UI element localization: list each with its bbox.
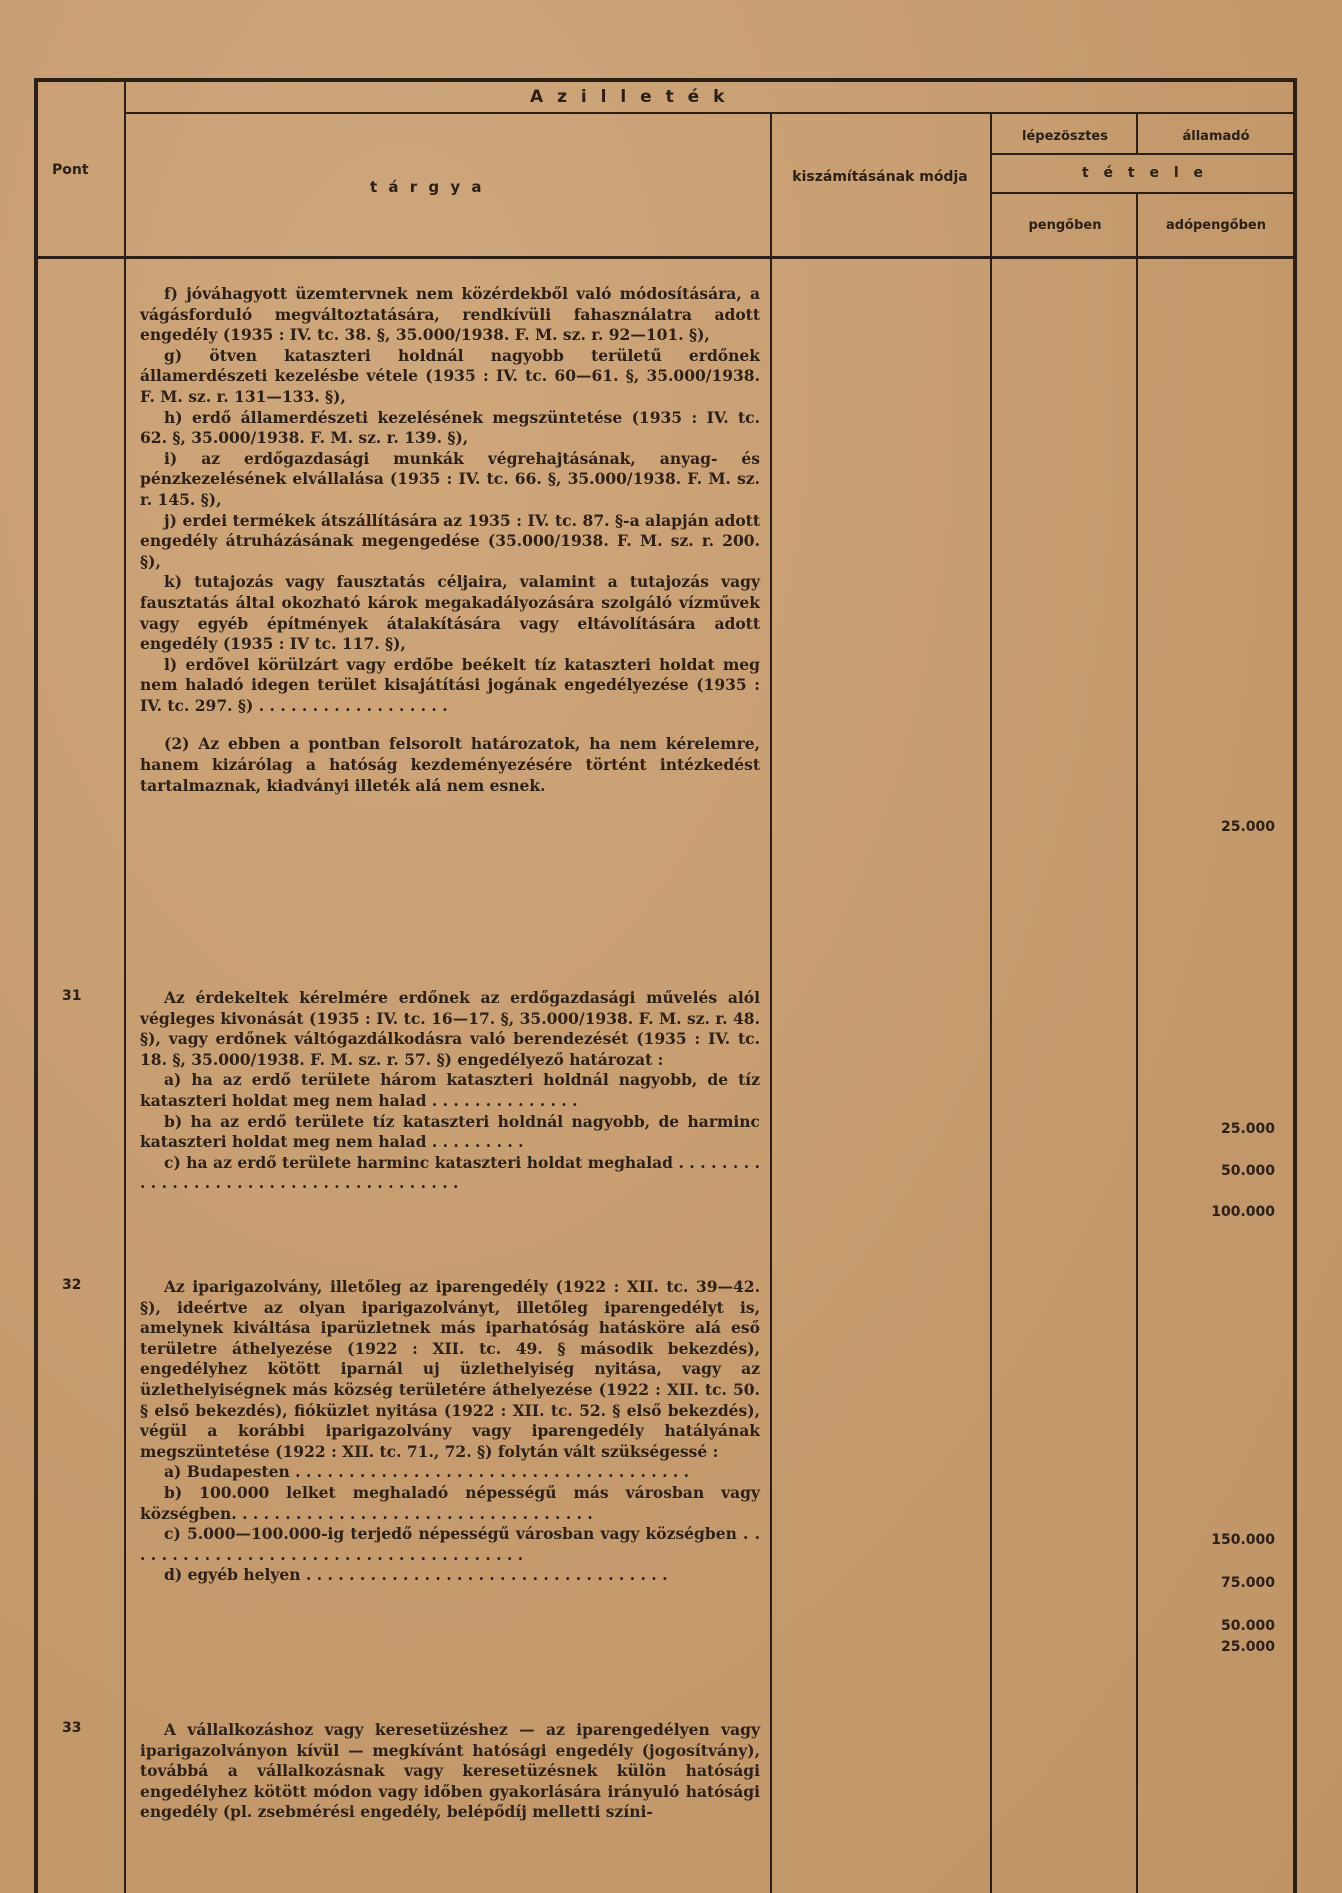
amount-item-l: 25.000 [1220, 819, 1275, 835]
subject-column-rule [770, 112, 772, 1893]
stamp-column-header: lépezösztes [1022, 129, 1108, 144]
method-column-rule [990, 112, 992, 1893]
table-left-border [34, 78, 38, 1893]
amount-item-d: 25.000 [1220, 1639, 1275, 1655]
item-g: g) ötven kataszteri holdnál nagyobb területű erdőnek államerdészeti kezelésbe vétele (1935 : IV. tc. 60—61. §, 35.000/1938. F. M. sz. r. 131—133. §), [140, 345, 760, 406]
stamp-header-rule [990, 153, 1296, 155]
amount-item-c: 100.000 [1211, 1204, 1275, 1220]
item-a: a) ha az erdő területe három kataszteri holdnál nagyobb, de tíz kataszteri holdat meg nem halad . . . . . . . . . . . . . . [140, 1070, 760, 1110]
section-31 [140, 988, 760, 1194]
point-number: 31 [62, 988, 82, 1004]
item-h: h) erdő államerdészeti kezelésének megszüntetése (1935 : IV. tc. 62. §, 35.000/1938. F. M. sz. r. 139. §), [140, 407, 760, 448]
point-number: 32 [62, 1277, 82, 1293]
amount-item-a: 150.000 [1211, 1532, 1275, 1548]
method-column-header: kiszámításának módja [792, 169, 968, 185]
header-bottom-border [34, 256, 1296, 259]
amount-item-b: 75.000 [1220, 1575, 1275, 1591]
point-column-rule [124, 80, 126, 1893]
table-right-border [1293, 78, 1297, 1893]
section-32 [140, 1277, 760, 1586]
amount-item-c: 50.000 [1220, 1618, 1275, 1634]
section-33 [140, 1720, 760, 1823]
table-top-border [34, 78, 1296, 82]
item-l: l) erdővel körülzárt vagy erdőbe beékelt tíz kataszteri holdat meg nem haladó idegen terület kisajátítási jogának engedélyezése (1935 : IV. tc. 297. §) . . . . . . . . . . . . . . . . . . [140, 654, 760, 715]
group-title: A z i l l e t é k [530, 87, 729, 107]
paragraph-2: (2) Az ebben a pontban felsorolt határozatok, ha nem kérelemre, hanem kizárólag a hatóság kezdeményezésére történt intézkedést tartalmaznak, kiadványi illeték alá nem esnek. [140, 734, 760, 795]
item-j: j) erdei termékek átszállítására az 1935 : IV. tc. 87. §-a alapján adott engedély átruházásának megengedése (35.000/1938. F. M. sz. r. 200. §), [140, 510, 760, 571]
section-31-intro: Az érdekeltek kérelmére erdőnek az erdőgazdasági művelés alól végleges kivonását (1935 : IV. tc. 16—17. §, 35.000/1938. F. M. sz. r. 48. §), vagy erdőnek váltógazdálkodásra való berendezését (1935 : IV. tc. 18. §, 35.000/1938. F. M. sz. r. 57. §) engedélyező határozat : [140, 988, 760, 1069]
pengo-column-rule-lower [1136, 192, 1138, 1893]
section-continuation [140, 284, 760, 796]
adopengo-column-header: adópengőben [1165, 218, 1266, 233]
item-k: k) tutajozás vagy fausztatás céljaira, valamint a tutajozás vagy fausztatás által okozható károk megakadályozására szolgáló vízművek vagy egyéb építmények átalakítására vagy eltávolítására adott engedély (1935 : IV tc. 117. §), [140, 572, 760, 654]
subject-column-header: t á r g y a [370, 178, 485, 196]
item-d: d) egyéb helyen . . . . . . . . . . . . . . . . . . . . . . . . . . . . . . . . . . [164, 1565, 668, 1585]
point-column-header: Pont [52, 162, 89, 178]
pengo-column-header: pengőben [1028, 218, 1102, 233]
item-b: b) 100.000 lelket meghaladó népességű más városban vagy községben. . . . . . . . . . . . . . . . . . . . . . . . . . . . . . . . . . [140, 1482, 760, 1523]
group-title-rule [124, 112, 1296, 114]
item-c: c) 5.000—100.000-ig terjedő népességű városban vagy községben . . . . . . . . . . . . . . . . . . . . . . . . . . . . . . . . . . . . . . [140, 1524, 760, 1564]
amount-item-a: 25.000 [1220, 1121, 1275, 1137]
item-i: i) az erdőgazdasági munkák végrehajtásának, anyag- és pénzkezelésének elvállalása (1935 : IV. tc. 66. §, 35.000/1938. F. M. sz. r. 145. §), [140, 448, 760, 509]
item-b: b) ha az erdő területe tíz kataszteri holdnál nagyobb, de harminc kataszteri holdat meg nem halad . . . . . . . . . [140, 1111, 760, 1152]
direct-tax-column-header: államadó [1182, 129, 1250, 144]
pengo-column-rule [1136, 112, 1138, 154]
section-33-intro: A vállalkozáshoz vagy keresetüzéshez — az iparengedélyen vagy iparigazolványon kívül — megkívánt hatósági engedély (jogosítvány), továbbá a vállalkozásnak vagy keresetüzésnek külön hatósági engedélyhez kötött módon vagy időben gyakorlására irányuló hatósági engedély (pl. zsebmérési engedély, belépődíj melletti színi- [140, 1720, 760, 1822]
tetele-column-header: t é t e l e [1081, 165, 1209, 181]
section-32-intro: Az iparigazolvány, illetőleg az iparengedély (1922 : XII. tc. 39—42. §), ideértve az olyan iparigazolványt, illetőleg iparengedélyt is, amelynek kiváltása iparüzletnek más iparhatóság hatásköre alá eső területre áthelyezése (1922 : XII. tc. 49. § második bekezdés), engedélyhez kötött iparnál uj üzlethelyiség nyitása, vagy az üzlethelyiségnek más község területére áthelyezése (1922 : XII. tc. 50. § első bekezdés), fióküzlet nyitása (1922 : XII. tc. 52. § első bekezdés), végül a korábbi iparigazolvány vagy iparengedély hatályának megszüntetése (1922 : XII. tc. 71., 72. §) folytán vált szükségessé : [140, 1277, 760, 1461]
item-c: c) ha az erdő területe harminc kataszteri holdat meghalad . . . . . . . . . . . . . . . . . . . . . . . . . . . . . . . . . . . . . . [140, 1152, 760, 1193]
point-number: 33 [62, 1720, 82, 1736]
item-f: f) jóváhagyott üzemtervnek nem közérdekből való módosítására, a vágásforduló megváltoztatására, rendkívüli fahasználatra adott engedély (1935 : IV. tc. 38. §, 35.000/1938. F. M. sz. r. 92—101. §), [140, 284, 760, 345]
amount-item-b: 50.000 [1220, 1163, 1275, 1179]
tetele-header-rule [990, 192, 1296, 194]
item-a: a) Budapesten . . . . . . . . . . . . . . . . . . . . . . . . . . . . . . . . . . . . . [164, 1462, 690, 1482]
